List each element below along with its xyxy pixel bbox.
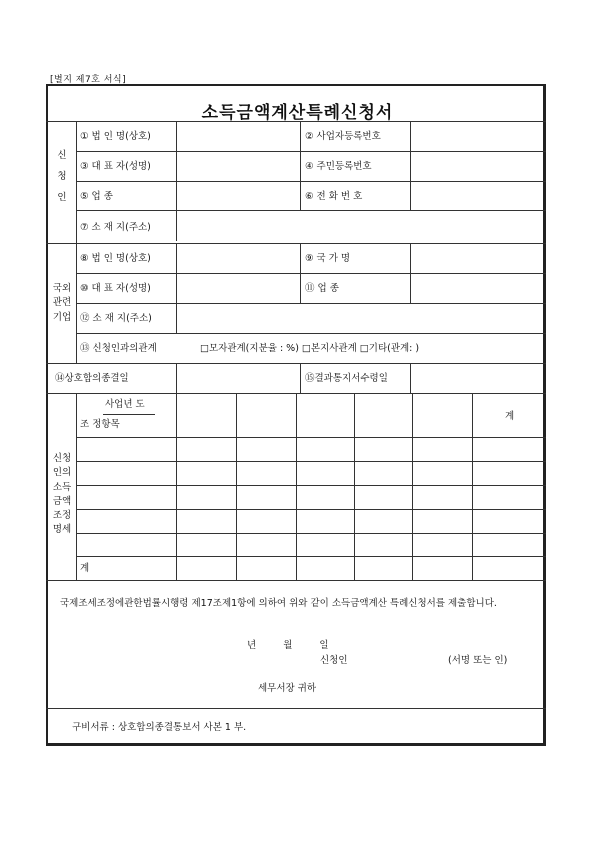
address-label: ⑦ 소 재 지(주소) xyxy=(80,222,151,233)
rule xyxy=(300,363,301,393)
rule xyxy=(176,363,177,393)
rule xyxy=(300,121,301,210)
rule xyxy=(76,210,546,211)
phone-label: ⑥ 전 화 번 호 xyxy=(305,191,363,202)
rule xyxy=(300,243,301,303)
rule xyxy=(412,393,413,580)
statement-text: 국제조세조정에관한법률시행령 제17조제1항에 의하여 위와 같이 소득금액계산 특례신청서를 제출합니다. xyxy=(60,598,497,609)
rule xyxy=(296,393,297,580)
agreement-date-label: ⑭상호합의종결일 xyxy=(55,373,129,384)
representative-label: ③ 대 표 자(성명) xyxy=(80,161,151,172)
rule xyxy=(46,121,546,122)
notice-date-label: ⑮결과통지서수령일 xyxy=(305,373,388,384)
rule xyxy=(46,708,546,709)
rule xyxy=(354,393,355,580)
attachment-note: 구비서류 : 상호합의종결통보서 사본 1 부. xyxy=(72,722,247,733)
rule xyxy=(46,243,546,244)
rule xyxy=(76,333,546,334)
foreign-corp-name-label: ⑧ 법 인 명(상호) xyxy=(80,253,151,264)
relationship-label: ⑬ 신청인과의관계 xyxy=(80,343,157,354)
applicant-section-label: 신 청 인 xyxy=(57,150,67,203)
rule xyxy=(76,181,546,182)
rule xyxy=(410,121,411,210)
adjustment-item-header: 조 정항목 xyxy=(80,419,120,430)
rule xyxy=(176,121,177,241)
foreign-address-label: ⑫ 소 재 지(주소) xyxy=(80,313,152,324)
rule xyxy=(76,533,546,534)
rule xyxy=(176,393,177,580)
business-type-label: ⑤ 업 종 xyxy=(80,191,113,202)
header-diagonal-rule xyxy=(103,414,155,415)
total-row-label: 계 xyxy=(80,563,90,574)
rule xyxy=(76,303,546,304)
foreign-representative-label: ⑩ 대 표 자(성명) xyxy=(80,283,151,294)
rule xyxy=(410,243,411,303)
fiscal-year-header: 사업년 도 xyxy=(105,399,145,410)
form-title: 소득금액계산특례신청서 xyxy=(201,103,394,123)
rule xyxy=(76,121,77,363)
recipient-label: 세무서장 귀하 xyxy=(258,683,317,694)
applicant-sign-label: 신청인 xyxy=(320,655,348,666)
form-number-label: [별지 제7호 서식] xyxy=(50,75,127,85)
total-column-header: 계 xyxy=(505,411,515,422)
rule xyxy=(236,393,237,580)
rule xyxy=(46,580,546,581)
relationship-options[interactable]: □모자관계(지분율 : %) □본지사관계 □기타(관계: ) xyxy=(200,343,420,354)
date-line: 년 월 일 xyxy=(247,640,329,651)
rule xyxy=(176,243,177,333)
foreign-section-label: 국외 관련 기업 xyxy=(52,283,72,323)
rule xyxy=(76,556,546,557)
adjustment-section-label: 신청 인의 소득 금액 조정 명세 xyxy=(52,453,72,536)
rule xyxy=(46,363,546,364)
rule xyxy=(472,393,473,580)
rule xyxy=(76,485,546,486)
country-label: ⑨ 국 가 명 xyxy=(305,253,351,264)
corp-name-label: ① 법 인 명(상호) xyxy=(80,131,151,142)
rule xyxy=(76,273,546,274)
sign-hint: (서명 또는 인) xyxy=(448,655,508,666)
rule xyxy=(76,151,546,152)
foreign-business-type-label: ⑪ 업 종 xyxy=(305,283,339,294)
rule xyxy=(76,509,546,510)
rule xyxy=(410,363,411,393)
rule xyxy=(76,437,546,438)
biz-reg-no-label: ② 사업자등록번호 xyxy=(305,131,381,142)
rule xyxy=(76,461,546,462)
resident-no-label: ④ 주민등록번호 xyxy=(305,161,372,172)
